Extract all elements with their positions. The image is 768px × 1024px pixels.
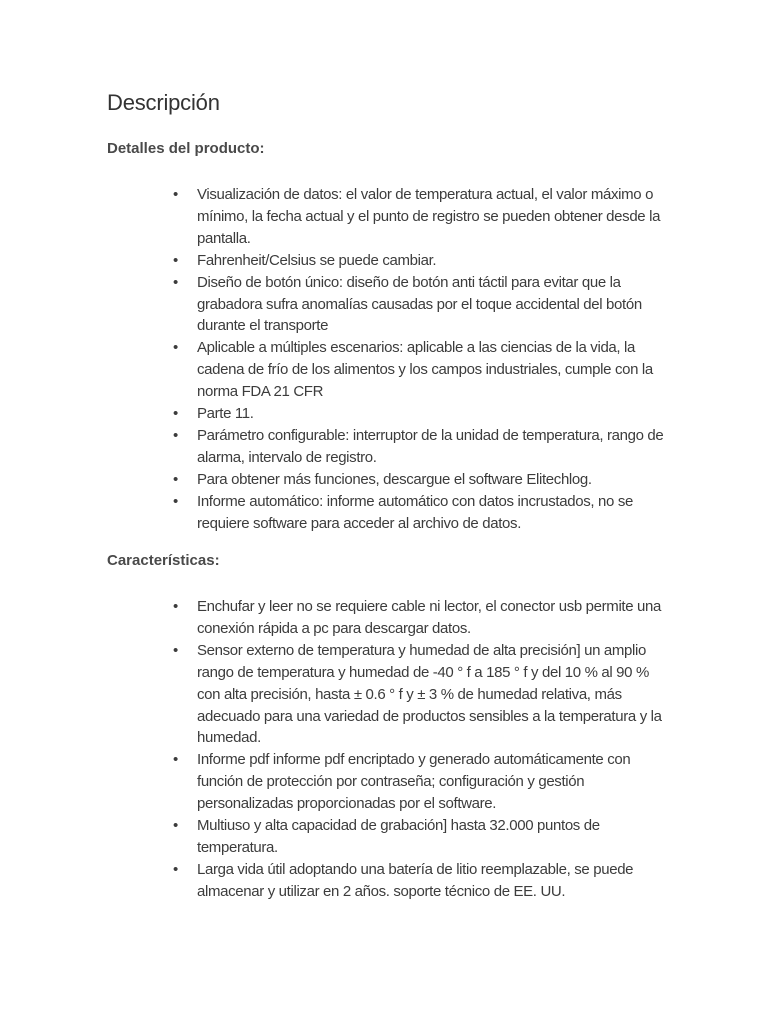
features-list [197,596,667,903]
list-item: • Diseño de botón único: diseño de botón anti táctil para evitar que la grabadora sufra anomalías causadas por el toque accidental del botón durante el transporte [197,272,667,338]
list-item: • Informe automático: informe automático con datos incrustados, no se requiere software para acceder al archivo de datos. [197,491,667,535]
list-item: • Fahrenheit/Celsius se puede cambiar. [197,250,667,272]
list-item: • Informe pdf informe pdf encriptado y generado automáticamente con función de protección por contraseña; configuración y gestión personalizadas proporcionadas por el software. [197,749,667,815]
list-item: • Parámetro configurable: interruptor de la unidad de temperatura, rango de alarma, intervalo de registro. [197,425,667,469]
list-item: • Visualización de datos: el valor de temperatura actual, el valor máximo o mínimo, la fecha actual y el punto de registro se pueden obtener desde la pantalla. [197,184,667,250]
list-item: • Para obtener más funciones, descargue el software Elitechlog. [197,469,667,491]
list-item: • Sensor externo de temperatura y humedad de alta precisión] un amplio rango de temperatura y humedad de -40 ° f a 185 ° f y del 10 % al 90 % con alta precisión, hasta ± 0.6 ° f y ± 3 % de humedad relativa, más adecuado para una variedad de productos sensibles a la temperatura y la humedad. [197,640,667,750]
list-item: • Enchufar y leer no se requiere cable ni lector, el conector usb permite una conexión rápida a pc para descargar datos. [197,596,667,640]
page-title: Descripción [107,90,220,115]
list-item: • Aplicable a múltiples escenarios: aplicable a las ciencias de la vida, la cadena de frío de los alimentos y los campos industriales, cumple con la norma FDA 21 CFR [197,337,667,403]
section-heading-product-details: Detalles del producto: [107,140,265,157]
product-details-list [197,184,667,535]
list-item: • Larga vida útil adoptando una batería de litio reemplazable, se puede almacenar y utilizar en 2 años. soporte técnico de EE. UU. [197,859,667,903]
list-item: • Parte 11. [197,403,667,425]
section-heading-features: Características: [107,552,220,569]
list-item: • Multiuso y alta capacidad de grabación] hasta 32.000 puntos de temperatura. [197,815,667,859]
